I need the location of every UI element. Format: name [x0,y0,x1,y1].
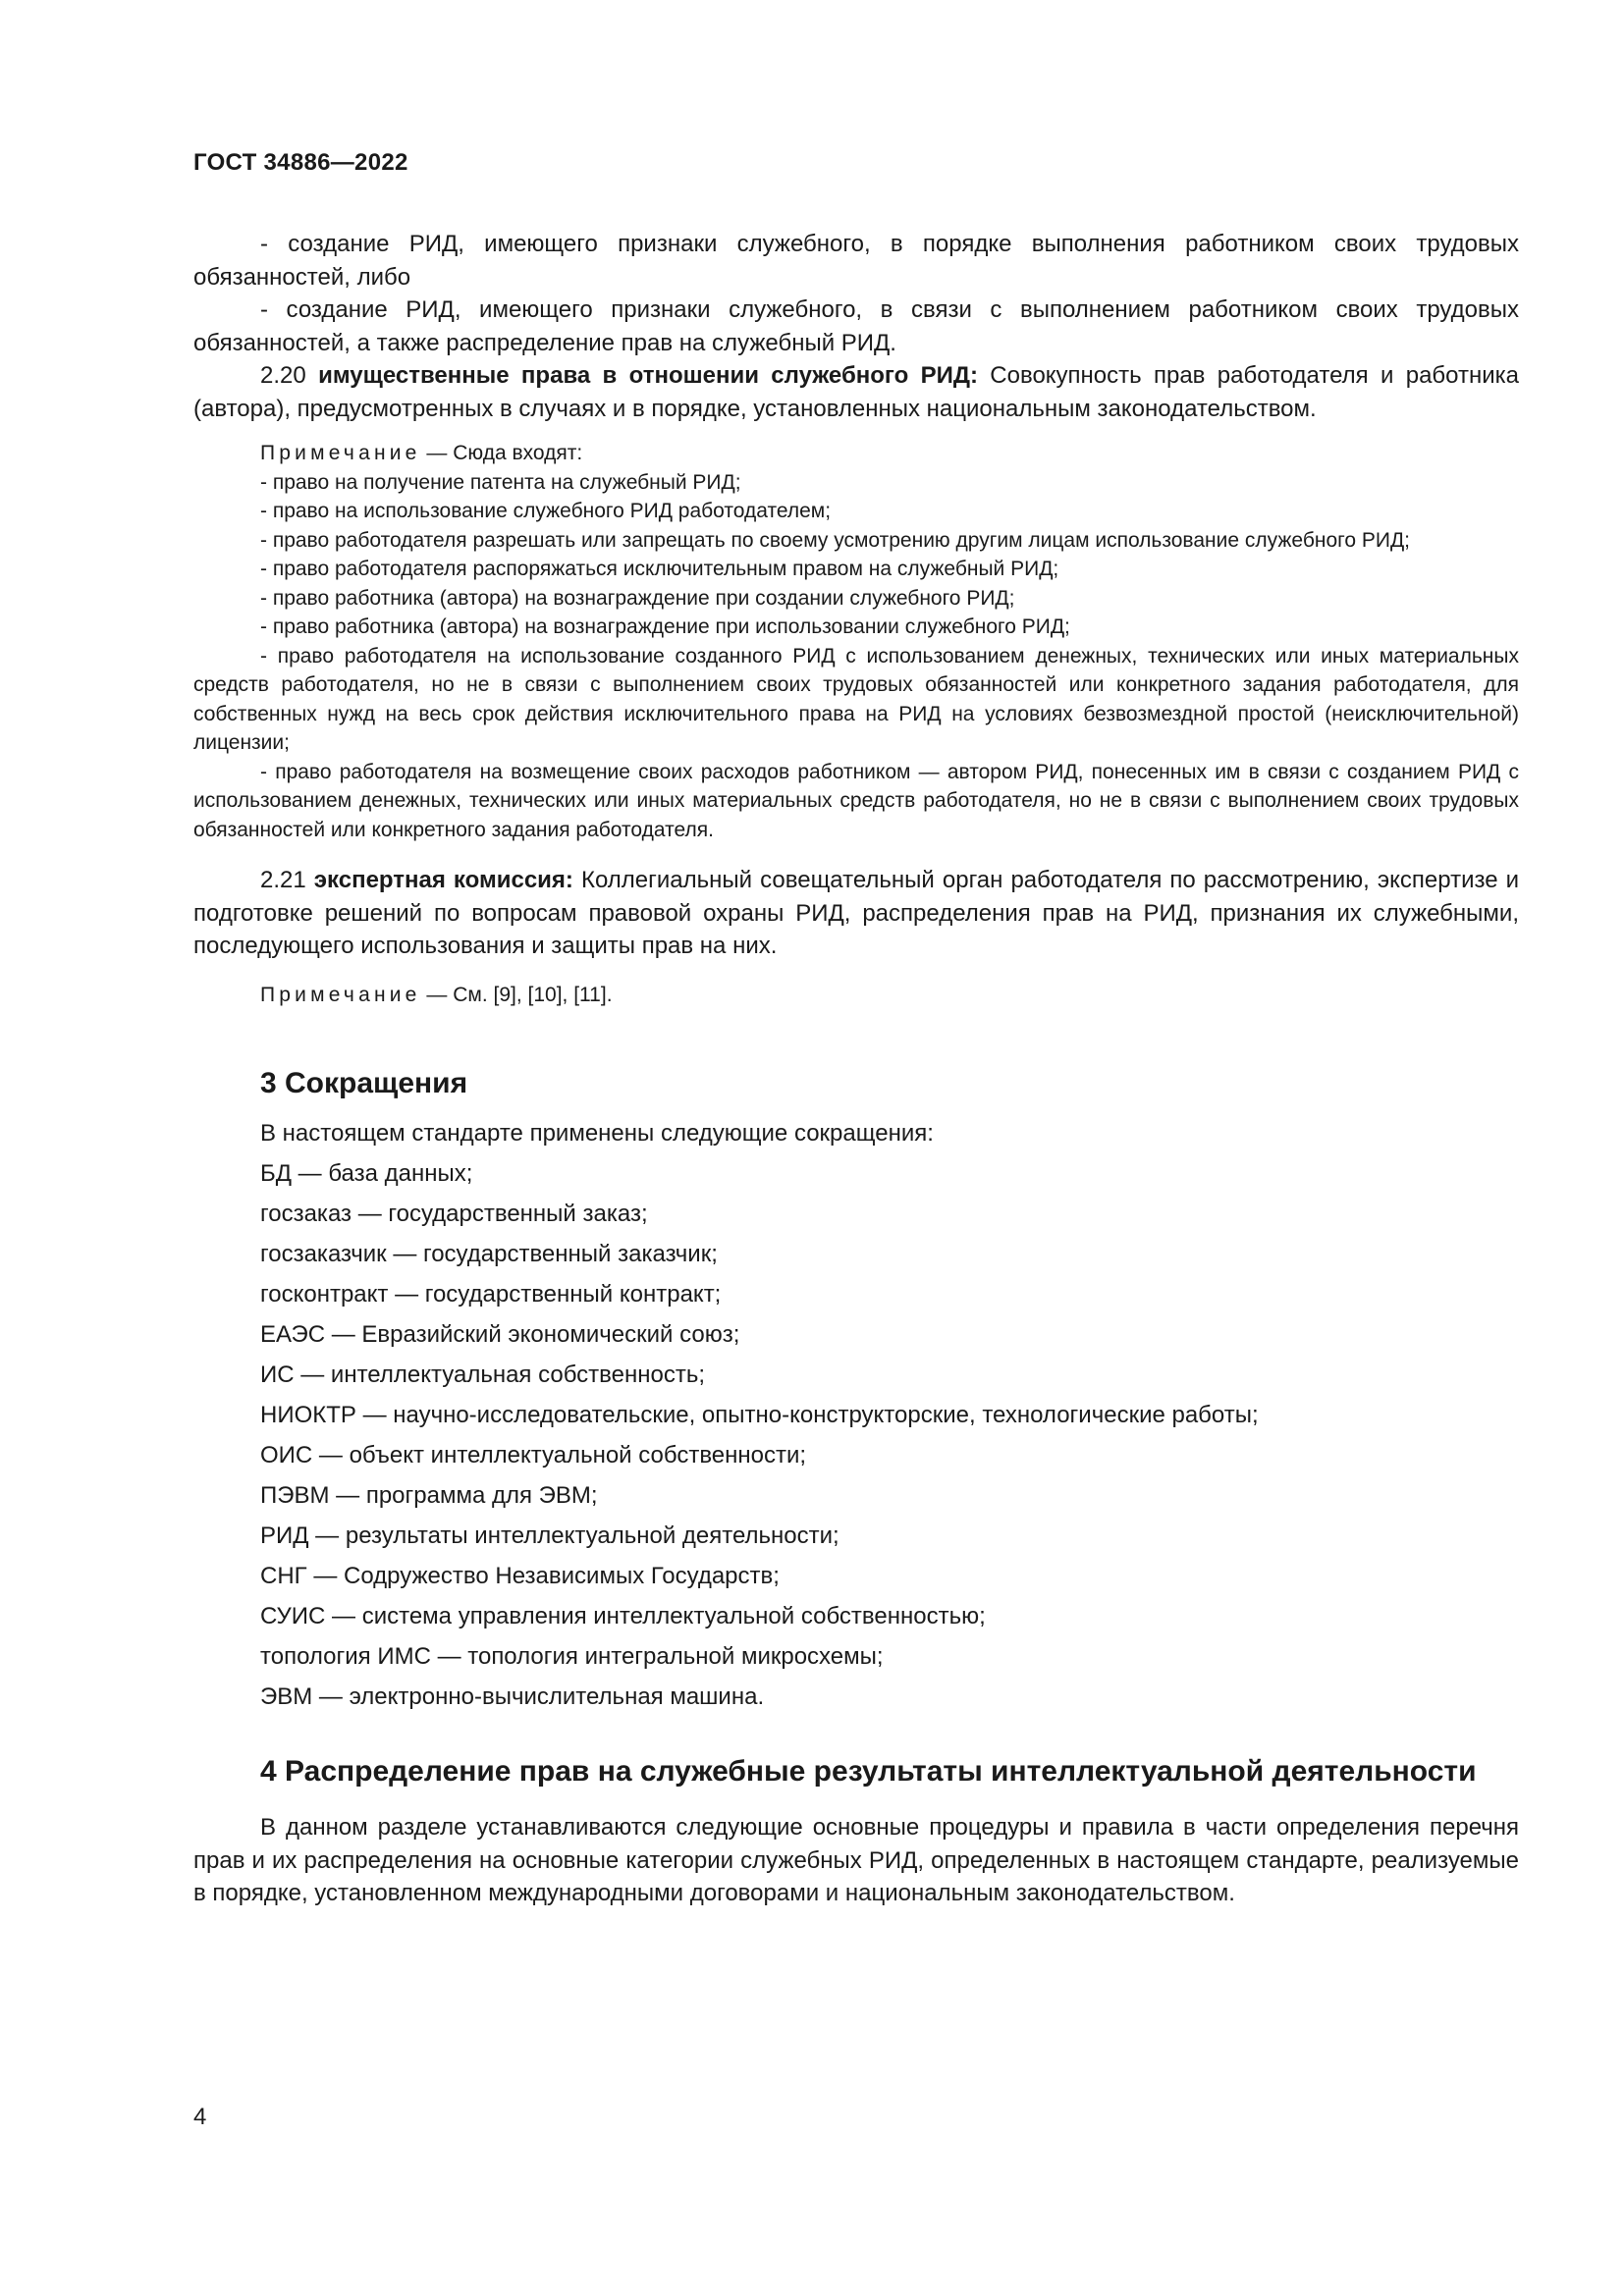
note-heading [193,439,1519,468]
note-item: - право на получение патента на служебный РИД; [260,470,741,494]
abbreviation-item: ЭВМ — электронно-вычислительная машина. [260,1683,765,1710]
note-label: Примечание [260,442,421,464]
abbreviation-item: топология ИМС — топология интегральной микросхемы; [260,1643,884,1670]
abbreviations-intro: В настоящем стандарте применены следующие сокращения: [260,1120,934,1147]
note-intro: — Сюда входят: [426,442,583,464]
definition-number: 2.20 [260,362,306,389]
definition-number: 2.21 [260,867,306,893]
abbreviation-item: ИС — интеллектуальная собственность; [260,1362,706,1388]
abbreviation-item: госзаказ — государственный заказ; [260,1201,648,1227]
definition-text: Коллегиальный совещательный орган работодателя по рассмотрению, экспертизе и подготовке решений по вопросам правовой охраны РИД, распределения прав на РИД, признания их служебными, последующего использования и защиты прав на них. [193,867,1520,959]
page-number: 4 [193,2104,207,2130]
note-item: - право работодателя разрешать или запрещать по своему усмотрению другим лицам использование служебного РИД; [260,528,1411,552]
definition-term: экспертная комиссия: [313,867,573,893]
abbreviation-item: СУИС — система управления интеллектуальной собственностью; [260,1603,986,1629]
abbreviations-list [193,1113,1519,1717]
abbreviation-item: НИОКТР — научно-исследовательские, опытно-конструкторские, технологические работы; [260,1402,1259,1428]
definition-2-21 [193,864,1519,963]
note-item: - право работника (автора) на вознаграждение при использовании служебного РИД; [260,615,1070,638]
abbreviation-item: СНГ — Содружество Независимых Государств; [260,1563,780,1589]
definition-term: имущественные права в отношении служебного РИД: [318,362,978,389]
note-text: — См. [9], [10], [11]. [426,983,613,1006]
note-label: Примечание [260,983,421,1006]
abbreviation-item: ОИС — объект интеллектуальной собственности; [260,1442,807,1468]
note-2-20 [193,439,1519,844]
note-item: - право работодателя на возмещение своих расходов работником — автором РИД, понесенных им в связи с созданием РИД с использованием денежных, технических или иных материальных средств работодателя, но не в связи с выполнением своих трудовых обязанностей или конкретного задания работодателя. [193,760,1519,841]
abbreviation-item: РИД — результаты интеллектуальной деятельности; [260,1522,839,1549]
abbreviation-item: госзаказчик — государственный заказчик; [260,1241,718,1267]
section-3-title: 3 Сокращения [260,1067,468,1099]
abbreviation-item: госконтракт — государственный контракт; [260,1281,722,1308]
section-4-text: В данном разделе устанавливаются следующие основные процедуры и правила в части определения перечня прав и их распределения на основные категории служебных РИД, определенных в настоящем стандарте, реализуемые в порядке, установленном международными договорами и национальным законодательством. [193,1814,1519,1906]
note-item: - право на использование служебного РИД работодателем; [260,500,832,522]
note-item: - право работодателя распоряжаться исключительным правом на служебный РИД; [260,558,1059,580]
note-item: - право работника (автора) на вознаграждение при создании служебного РИД; [260,586,1015,610]
standard-header: ГОСТ 34886—2022 [193,149,408,176]
section-4-title: 4 Распределение прав на служебные результаты интеллектуальной деятельности [260,1755,1477,1788]
note-2-21 [193,981,1519,1010]
abbreviation-item: ПЭВМ — программа для ЭВМ; [260,1482,598,1509]
intro-item: - создание РИД, имеющего признаки служебного, в связи с выполнением работником своих трудовых обязанностей, а также распределение прав на служебный РИД. [193,296,1519,356]
definition-2-20 [193,359,1519,425]
note-item: - право работодателя на использование созданного РИД с использованием денежных, технических или иных материальных средств работодателя, но не в связи с выполнением своих трудовых обязанностей или конкретного задания работодателя, для собственных нужд на весь срок действия исключительного права на РИД на условиях безвозмездной простой (неисключительной) лицензии; [193,644,1519,754]
page-content [193,228,1519,1910]
intro-item: - создание РИД, имеющего признаки служебного, в порядке выполнения работником своих трудовых обязанностей, либо [193,231,1519,291]
definition-text: Совокупность прав работодателя и работника (автора), предусмотренных в случаях и в порядке, установленных национальным законодательством. [193,362,1520,422]
abbreviation-item: БД — база данных; [260,1160,473,1187]
abbreviation-item: ЕАЭС — Евразийский экономический союз; [260,1321,740,1348]
